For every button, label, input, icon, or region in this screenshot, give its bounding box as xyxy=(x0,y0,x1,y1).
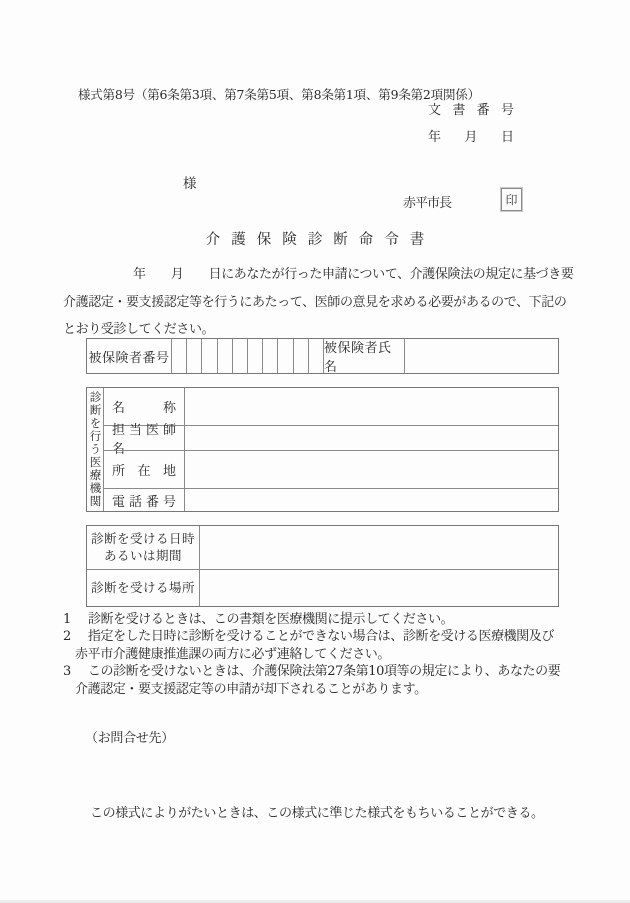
date-year-label: 年 xyxy=(428,130,442,145)
note-text: 診断を受けるときは、この書類を医療機関に提示してください。 xyxy=(87,612,454,627)
phone-number-label-text: 電話番号 xyxy=(112,494,176,510)
insured-name-label: 被保険者氏名 xyxy=(323,339,404,373)
doctor-name-label-text: 担当医師名 xyxy=(112,423,176,457)
appointment-datetime-value-cell xyxy=(200,526,558,569)
appointment-place-value-cell xyxy=(200,570,558,606)
intro-line: 介護認定・要支援認定等を行うにあたって、医師の意見を求める必要があるので、下記の xyxy=(63,294,567,310)
notes-list xyxy=(63,611,565,698)
date-line xyxy=(428,126,514,145)
appointment-table xyxy=(86,525,559,607)
intro-line: 年 月 日にあなたが行った申請について、介護保険法の規定に基づき要 xyxy=(133,267,574,282)
intro-paragraph xyxy=(63,261,574,344)
table-row xyxy=(87,569,558,606)
table-row xyxy=(87,526,558,569)
insured-number-digit-cell xyxy=(293,339,308,373)
doctor-name-label xyxy=(104,423,185,457)
contact-label: （お問合せ先） xyxy=(85,731,174,746)
insured-number-digit-cell xyxy=(217,339,232,373)
address-value-cell xyxy=(185,451,558,488)
form-number-note: 様式第8号（第6条第3項、第7条第5項、第8条第1項、第9条第2項関係） xyxy=(78,87,480,102)
insured-number-digit-cell xyxy=(201,339,216,373)
table-row xyxy=(104,488,558,511)
address-label-text: 所在地 xyxy=(112,464,176,479)
intro-line: とおり受診してください。 xyxy=(63,322,215,337)
appointment-datetime-label-line2: あるいは期間 xyxy=(103,547,182,563)
insured-number-digit-cell xyxy=(186,339,201,373)
insured-number-digit-cell xyxy=(262,339,277,373)
insured-name-value-cell xyxy=(404,339,558,373)
insured-person-table xyxy=(86,338,559,374)
phone-number-label xyxy=(104,489,185,511)
document-number-block xyxy=(428,99,514,145)
note-text: 指定をした日時に診断を受けることができない場合は、診断を受ける医療機関及び赤平市介護健康推進課の両方に必ず連絡してください。 xyxy=(75,629,555,662)
medical-institution-table xyxy=(86,387,559,512)
note-number: 2 xyxy=(63,629,71,645)
table-row xyxy=(104,450,558,488)
insured-number-digit-cell xyxy=(247,339,262,373)
note-number: 3 xyxy=(63,664,71,680)
note-number: 1 xyxy=(63,612,71,627)
insured-number-digit-cell xyxy=(277,339,292,373)
appointment-place-label xyxy=(87,570,200,606)
appointment-place-label-line1: 診断を受ける場所 xyxy=(90,579,195,595)
medical-table-side-label: 診断を行う医療機関 xyxy=(87,388,104,511)
appointment-datetime-label-line1: 診断を受ける日時 xyxy=(90,531,195,546)
insured-number-boxes xyxy=(171,339,323,373)
date-month-label: 月 xyxy=(464,130,478,145)
issuer-name: 赤平市長 xyxy=(403,196,452,211)
document-title: 介護保険診断命令書 xyxy=(205,232,436,248)
insured-number-digit-cell xyxy=(308,339,323,373)
seal-mark xyxy=(501,188,522,211)
phone-number-value-cell xyxy=(185,489,558,511)
note-item-2 xyxy=(63,628,565,663)
note-item-3 xyxy=(63,663,565,698)
doctor-name-value-cell xyxy=(185,426,558,450)
table-row xyxy=(104,423,558,457)
note-text: この診断を受けないときは、介護保険法第27条第10項等の規定により、あなたの要介護認定・要支援認定等の申請が却下されることがあります。 xyxy=(75,664,561,697)
institution-name-label-text: 名称 xyxy=(112,401,176,416)
address-label xyxy=(104,451,185,488)
insured-number-label: 被保険者番号 xyxy=(88,350,170,366)
note-item-1 xyxy=(63,611,565,628)
date-day-label: 日 xyxy=(500,130,514,145)
insured-number-digit-cell xyxy=(232,339,247,373)
appointment-datetime-label xyxy=(87,526,200,569)
insured-number-digit-cell xyxy=(172,339,186,373)
document-number-label: 文書番号 xyxy=(428,103,514,118)
institution-name-value-cell xyxy=(185,388,558,425)
form-fallback-note: この様式によりがたいときは、この様式に準じた様式をもちいることができる。 xyxy=(90,806,544,821)
addressee-honorific: 様 xyxy=(183,176,197,192)
seal-character: 印 xyxy=(505,193,518,207)
medical-table-rows xyxy=(104,388,558,511)
